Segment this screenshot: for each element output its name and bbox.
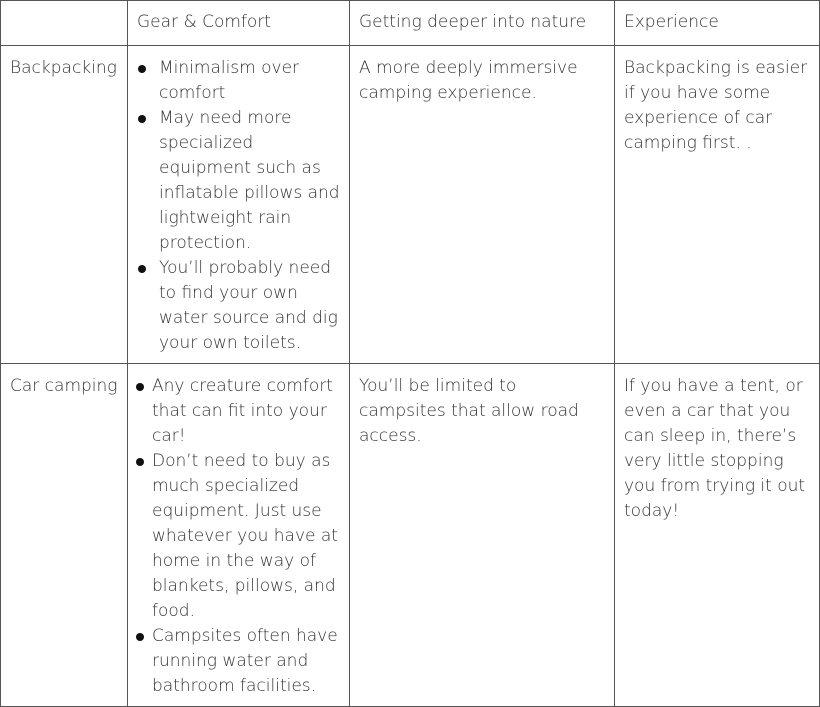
bullet-list — [137, 56, 341, 356]
gear-cell-backpacking — [128, 46, 350, 364]
table-row — [1, 364, 820, 707]
list-item — [137, 374, 341, 449]
header-deeper-nature: Getting deeper into nature — [350, 1, 615, 46]
bullet-text: Minimalism over comfort — [159, 58, 300, 103]
bullet-icon — [138, 115, 146, 123]
header-row — [1, 1, 820, 46]
nature-cell-backpacking: A more deeply immersive camping experience. — [350, 46, 615, 364]
list-item — [137, 624, 341, 699]
header-cell-empty — [1, 1, 128, 46]
row-label-backpacking: Backpacking — [1, 46, 128, 364]
table-row — [1, 46, 820, 364]
nature-cell-car-camping: You’ll be limited to campsites that allow road access. — [350, 364, 615, 707]
bullet-icon — [136, 633, 144, 641]
bullet-text: You’ll probably need to find your own water source and dig your own toilets. — [159, 258, 338, 353]
gear-cell-car-camping — [128, 364, 350, 707]
row-label-car-camping: Car camping — [1, 364, 128, 707]
bullet-text: Don’t need to buy as much specialized equipment. Just use whatever you have at home in the way of blankets, pillows, and food. — [152, 451, 338, 621]
bullet-icon — [136, 458, 144, 466]
bullet-text: Any creature comfort that can fit into your car! — [152, 376, 333, 446]
list-item — [137, 106, 341, 256]
header-gear-comfort: Gear & Comfort — [128, 1, 350, 46]
header-experience: Experience — [615, 1, 820, 46]
list-item — [137, 449, 341, 624]
bullet-text: May need more specialized equipment such as inflatable pillows and lightweight rain protection. — [159, 108, 340, 253]
list-item — [137, 56, 341, 106]
bullet-icon — [138, 265, 146, 273]
bullet-list — [137, 374, 341, 699]
bullet-icon — [138, 65, 146, 73]
experience-cell-car-camping: If you have a tent, or even a car that you can sleep in, there’s very little stopping you from trying it out today! — [615, 364, 820, 707]
experience-cell-backpacking: Backpacking is easier if you have some experience of car camping first. . — [615, 46, 820, 364]
bullet-icon — [136, 383, 144, 391]
bullet-text: Campsites often have running water and bathroom facilities. — [152, 626, 338, 696]
list-item — [137, 256, 341, 356]
